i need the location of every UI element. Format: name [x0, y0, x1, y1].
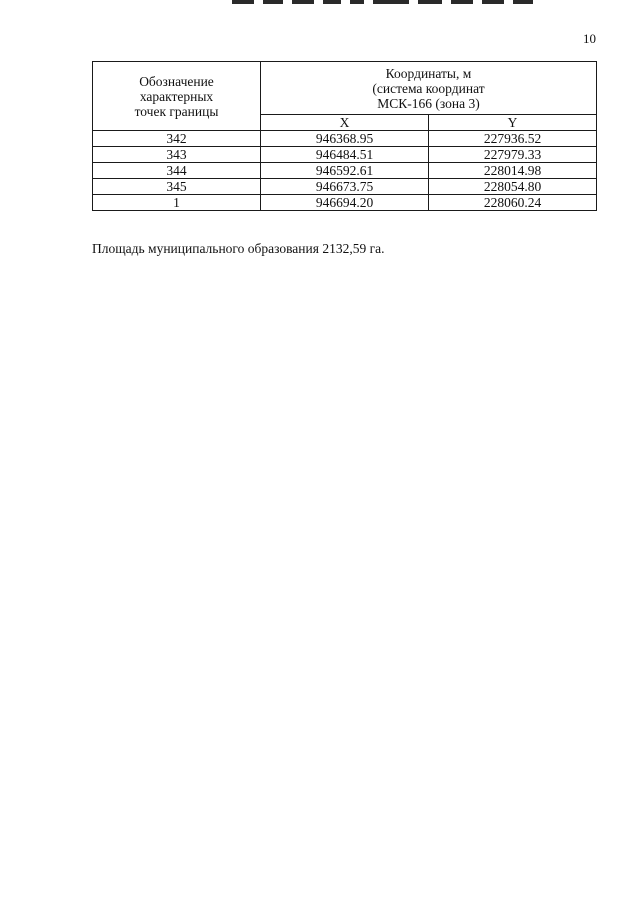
- header-line: МСК-166 (зона 3): [377, 95, 480, 111]
- header-line: характерных: [139, 88, 214, 104]
- point-label-header: [93, 62, 261, 131]
- header-line: (система координат: [372, 80, 485, 96]
- table-row: [93, 179, 597, 195]
- x-cell: 946484.51: [261, 147, 429, 163]
- table-row: [93, 163, 597, 179]
- table-row: [93, 195, 597, 211]
- point-cell: 342: [93, 131, 261, 147]
- coordinates-table: [92, 61, 597, 211]
- page-number: 10: [583, 31, 596, 46]
- x-cell: 946694.20: [261, 195, 429, 211]
- y-cell: 227936.52: [429, 131, 597, 147]
- point-cell: 345: [93, 179, 261, 195]
- x-cell: 946673.75: [261, 179, 429, 195]
- table-row: [93, 131, 597, 147]
- scan-artifact: [232, 0, 533, 4]
- y-header: Y: [429, 115, 597, 131]
- table-row: [93, 147, 597, 163]
- header-line: Координаты, м: [385, 65, 472, 81]
- header-line: Обозначение: [139, 73, 214, 89]
- y-cell: 228054.80: [429, 179, 597, 195]
- y-cell: 228060.24: [429, 195, 597, 211]
- area-note: Площадь муниципального образования 2132,59 га.: [92, 241, 385, 256]
- y-cell: 228014.98: [429, 163, 597, 179]
- x-header: X: [261, 115, 429, 131]
- x-cell: 946368.95: [261, 131, 429, 147]
- point-cell: 1: [93, 195, 261, 211]
- x-cell: 946592.61: [261, 163, 429, 179]
- header-line: точек границы: [134, 103, 219, 119]
- point-cell: 344: [93, 163, 261, 179]
- point-cell: 343: [93, 147, 261, 163]
- coordinates-header: [261, 62, 597, 115]
- table-header-row: [93, 62, 597, 115]
- y-cell: 227979.33: [429, 147, 597, 163]
